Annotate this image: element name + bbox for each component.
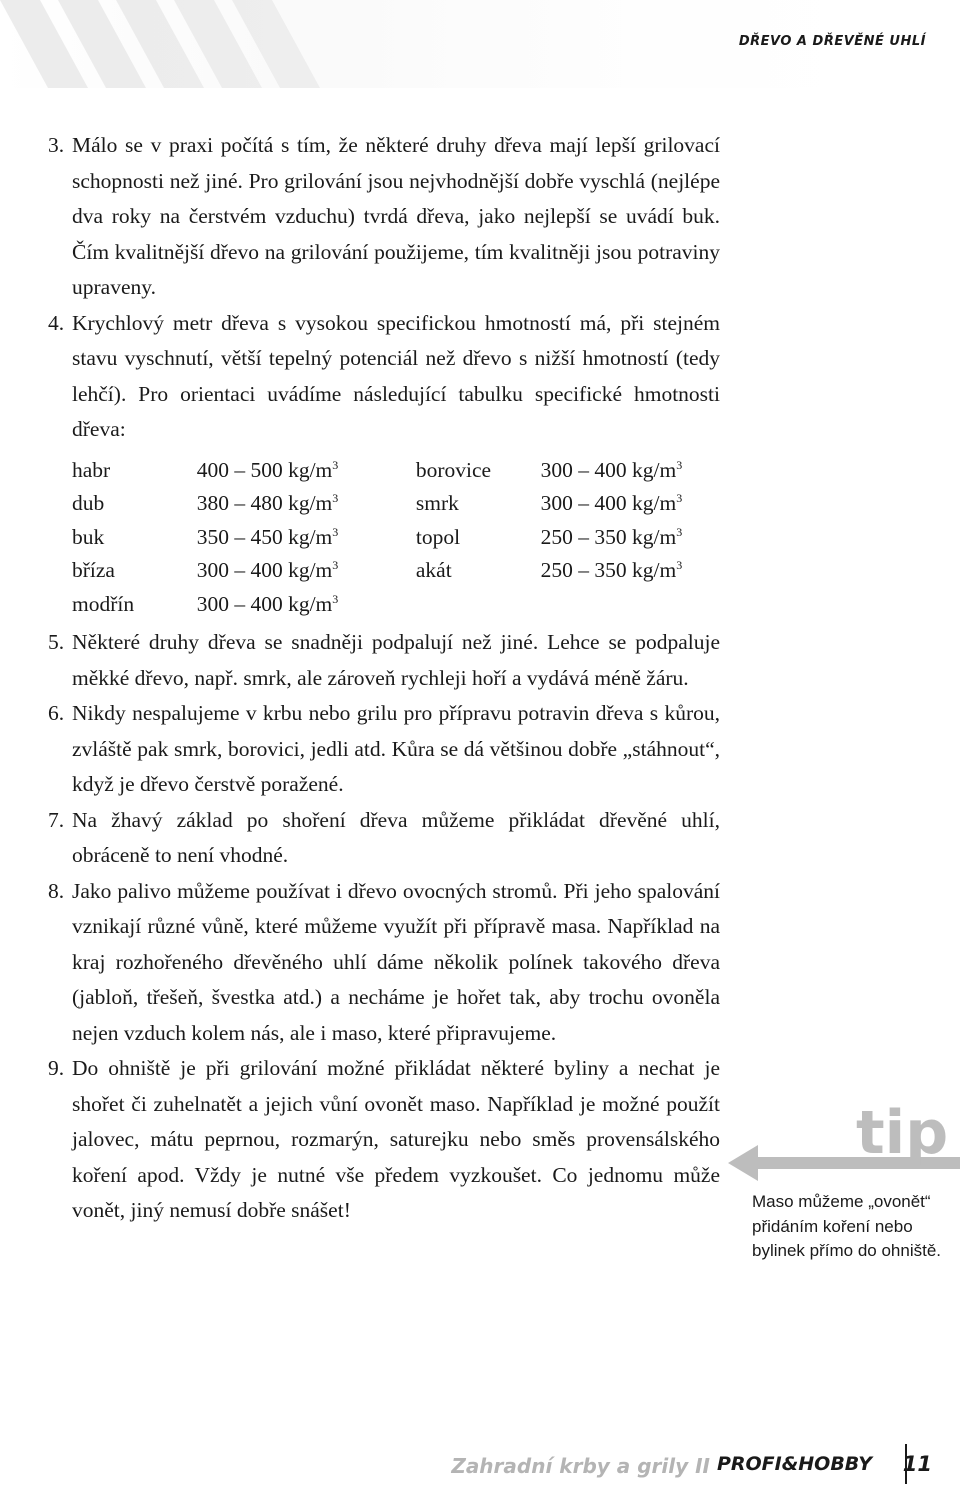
density-range: 350 – 450 <box>196 524 283 549</box>
wood-name: modřín <box>72 591 135 616</box>
wood-name: habr <box>72 457 111 482</box>
item-text: Nikdy nespalujeme v krbu nebo grilu pro přípravu potravin dřeva s kůrou, zvláště pak smrk, borovici, jedli atd. Kůra se dá většinou dobře „stáhnout“, když je dřevo čerstvě poražené. <box>72 701 720 796</box>
item-text: Málo se v praxi počítá s tím, že některé druhy dřeva mají lepší grilovací schopnosti než jiné. Pro grilování jsou nejvhodnější dobře vyschlá (nejlépe dva roky na čerstvém vzduchu) tvrdá dřeva, jako nejlepší se uvádí buk. Čím kvalitnější dřevo na grilování použijeme, tím kvalitněji jsou potraviny upraveny. <box>72 133 720 299</box>
wood-density-table <box>72 454 720 622</box>
wood-name: topol <box>415 524 461 549</box>
table-cell <box>416 487 541 521</box>
wood-name: dub <box>72 491 105 515</box>
table-cell <box>541 487 720 521</box>
list-item-7 <box>48 803 720 874</box>
item-number: 8. <box>48 878 65 903</box>
density-range: 400 – 500 <box>196 457 283 482</box>
unit-label: kg/m <box>288 491 333 515</box>
wood-name: bříza <box>72 558 115 582</box>
unit-exponent: 3 <box>332 524 339 539</box>
table-cell <box>541 521 720 555</box>
item-number: 9. <box>48 1056 65 1080</box>
item-number: 6. <box>48 701 65 725</box>
table-row <box>72 554 720 588</box>
item-number: 3. <box>48 133 65 157</box>
unit-label: kg/m <box>288 558 333 582</box>
table-cell <box>416 454 541 488</box>
table-cell <box>72 454 197 488</box>
unit-exponent: 3 <box>676 524 683 539</box>
unit-label: kg/m <box>288 524 333 549</box>
table-cell <box>72 554 197 588</box>
wood-name: borovice <box>415 457 492 482</box>
unit-label: kg/m <box>288 457 333 482</box>
item-number: 7. <box>48 807 65 832</box>
item-text: Krychlový metr dřeva s vysokou specifickou hmotností má, při stejném stavu vyschnutí, větší tepelný potenciál než dřevo s nižší hmotností (tedy lehčí). Pro orientaci uvádíme následující tabulku specifické hmotnosti dřeva: <box>72 310 720 441</box>
unit-exponent: 3 <box>676 558 683 572</box>
table-cell <box>197 487 416 521</box>
item-number: 5. <box>48 630 65 654</box>
item-text: Na žhavý základ po shoření dřeva můžeme přikládat dřevěné uhlí, obráceně to není vhodné. <box>72 807 720 867</box>
unit-exponent: 3 <box>332 591 339 606</box>
unit-label: kg/m <box>631 457 677 482</box>
table-cell <box>541 454 720 488</box>
unit-exponent: 3 <box>332 491 339 505</box>
density-range: 300 – 400 <box>540 491 627 515</box>
unit-label: kg/m <box>288 591 333 616</box>
list-item-4 <box>48 306 720 448</box>
density-range: 300 – 400 <box>540 457 627 482</box>
unit-exponent: 3 <box>332 558 339 572</box>
wood-name: buk <box>72 524 105 549</box>
table-cell <box>197 521 416 555</box>
table-row <box>72 454 720 488</box>
list-item-6 <box>48 696 720 803</box>
table-cell <box>541 554 720 588</box>
list-item-3 <box>48 128 720 306</box>
unit-exponent: 3 <box>676 457 683 472</box>
page-number: 11 <box>902 1452 932 1476</box>
table-cell <box>197 588 416 622</box>
table-cell <box>416 554 541 588</box>
item-text: Jako palivo můžeme používat i dřevo ovocných stromů. Při jeho spalování vznikají různé vůně, které můžeme využít při přípravě masa. Například na kraj rozhořeného dřevěného uhlí dáme několik polínek takového dřeva (jabloň, třešeň, švestka atd.) a necháme je hořet tak, aby trochu ovoněla nejen vzduch kolem nás, ale i maso, které připravujeme. <box>72 878 720 1045</box>
list-item-8 <box>48 874 720 1052</box>
density-range: 300 – 400 <box>196 591 283 616</box>
unit-exponent: 3 <box>676 491 683 505</box>
table-cell <box>197 554 416 588</box>
density-range: 380 – 480 <box>196 491 283 515</box>
tip-arrow-icon <box>728 1095 960 1185</box>
list-item-5 <box>48 625 720 696</box>
table-cell <box>72 521 197 555</box>
wood-name: smrk <box>415 491 459 515</box>
item-number: 4. <box>48 310 65 335</box>
table-row <box>72 521 720 555</box>
brand-logo: PROFI&HOBBY <box>716 1453 872 1475</box>
table-cell <box>72 588 197 622</box>
section-title: DŘEVO A DŘEVĚNÉ UHLÍ <box>738 34 926 49</box>
table-cell <box>72 487 197 521</box>
page-footer <box>0 1440 960 1490</box>
unit-exponent: 3 <box>332 457 339 472</box>
table-row <box>72 487 720 521</box>
book-title: Zahradní krby a grily II <box>451 1454 710 1478</box>
main-content <box>48 128 720 1229</box>
item-text: Do ohniště je při grilování možné přikládat některé byliny a nechat je shořet či zuhelnatět a jejich vůní ovonět maso. Například je možné použít jalovec, mátu peprnou, rozmarýn, saturejku nebo směs provensálského koření apod. Vždy je nutné vše předem vyzkoušet. Co jednomu může vonět, jiný nemusí dobře snášet! <box>72 1056 720 1222</box>
unit-label: kg/m <box>631 524 677 549</box>
unit-label: kg/m <box>631 491 677 515</box>
unit-label: kg/m <box>631 558 677 582</box>
table-cell <box>416 588 541 622</box>
tip-label: tip <box>856 1098 949 1168</box>
density-range: 250 – 350 <box>540 558 627 582</box>
table-row <box>72 588 720 622</box>
table-cell <box>541 588 720 622</box>
tip-text: Maso můžeme „ovonět“ přidáním koření nebo bylinek přímo do ohniště. <box>752 1192 941 1260</box>
wood-name: akát <box>415 558 452 582</box>
item-text: Některé druhy dřeva se snadněji podpalují než jiné. Lehce se podpaluje měkké dřevo, např. smrk, ale zároveň rychleji hoří a vydává méně žáru. <box>72 630 720 690</box>
table-cell <box>416 521 541 555</box>
list-item-9 <box>48 1051 720 1229</box>
density-range: 300 – 400 <box>196 558 283 582</box>
table-cell <box>197 454 416 488</box>
density-range: 250 – 350 <box>540 524 627 549</box>
